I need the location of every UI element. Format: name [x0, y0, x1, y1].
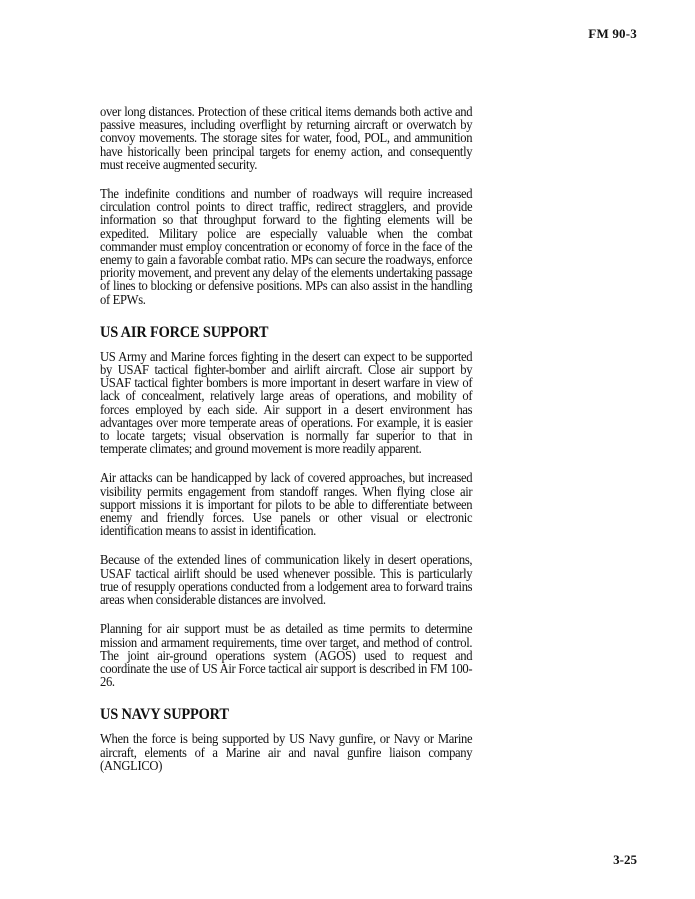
paragraph-air-support-planning: Planning for air support must be as detailed as time permits to determine mission and armament requirements, time over target, and method of control. The joint air-ground operations system (AGOS) used to request and coordinate the use of US Air Force tactical air support is described in FM 100-26. — [100, 621, 473, 690]
page-body — [100, 105, 472, 772]
heading-air-force-support: US AIR FORCE SUPPORT — [100, 323, 269, 341]
paragraph-navy-support: When the force is being supported by US Navy gunfire, or Navy or Marine aircraft, elements of a Marine air and naval gunfire liaison company (ANGLICO) — [100, 731, 473, 773]
running-head: FM 90-3 — [588, 26, 637, 41]
paragraph-circulation-control: The indefinite conditions and number of roadways will require increased circulation control points to direct traffic, redirect stragglers, and provide information so that throughput forward to the fighting elements will be expedited. Military police are especially valuable when the combat commander must employ concentration or economy of force in the face of the enemy to gain a favorable combat ratio. MPs can secure the roadways, enforce priority movement, and prevent any delay of the elements undertaking passage of lines to blocking or defensive positions. MPs can also assist in the handling of EPWs. — [100, 186, 473, 307]
page-number: 3-25 — [613, 852, 637, 867]
paragraph-storage-protection: over long distances. Protection of these critical items demands both active and passive measures, including overflight by returning aircraft or overwatch by convoy movements. The storage sites for water, food, POL, and ammunition have historically been principal targets for enemy action, and consequently must receive augmented security. — [100, 104, 473, 172]
heading-navy-support: US NAVY SUPPORT — [100, 706, 229, 724]
paragraph-air-attacks: Air attacks can be handicapped by lack of covered approaches, but increased visibility permits engagement from standoff ranges. When flying close air support missions it is important for pilots to be able to differentiate between enemy and friendly forces. Use panels or other visual or electronic identification means to assist in identification. — [100, 470, 473, 539]
paragraph-tactical-airlift: Because of the extended lines of communication likely in desert operations, USAF tactical airlift should be used whenever possible. This is particularly true of resupply operations conducted from a lodgement area to forward trains areas when considerable distances are involved. — [100, 552, 473, 608]
paragraph-air-support-intro: US Army and Marine forces fighting in the desert can expect to be supported by USAF tactical fighter-bomber and airlift aircraft. Close air support by USAF tactical fighter bombers is more important in desert warfare in view of lack of concealment, relatively large areas of operations, and mobility of forces employed by each side. Air support in a desert environment has advantages over more temperate areas of operations. For example, it is easier to locate targets; visual observation is normally far superior to that in temperate climates; and ground movement is more readily apparent. — [100, 348, 473, 457]
